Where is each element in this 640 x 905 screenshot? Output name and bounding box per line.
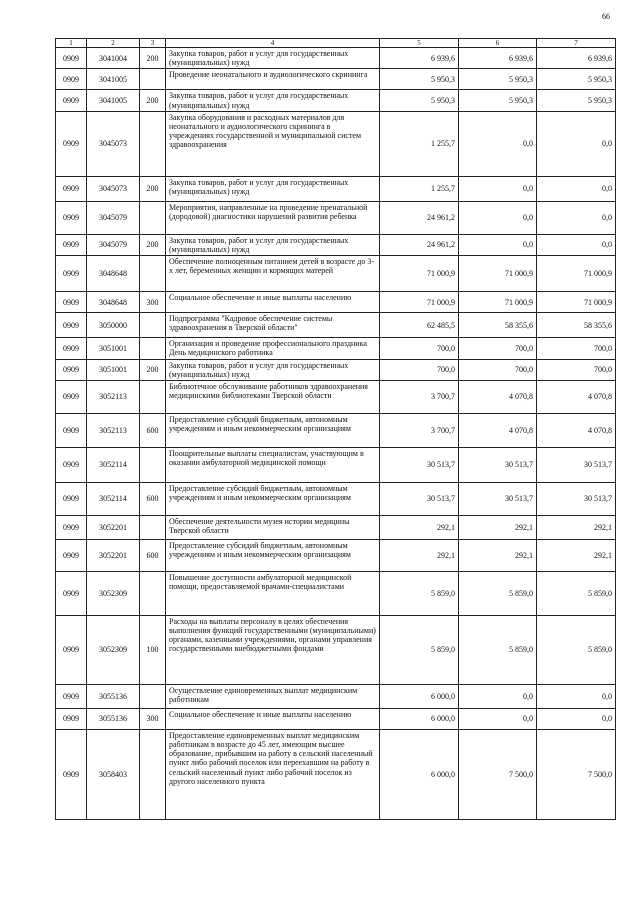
amount-col5-cell: 6 939,6 <box>380 48 459 69</box>
amount-col5-cell: 30 513,7 <box>380 447 459 482</box>
expense-type-cell <box>140 380 166 413</box>
table-row <box>56 176 616 201</box>
amount-col6-cell: 71 000,9 <box>459 292 537 313</box>
section-code-cell: 0909 <box>56 292 87 313</box>
table-header-row <box>56 39 616 48</box>
amount-col6-cell: 700,0 <box>459 338 537 359</box>
description-cell: Обеспечение деятельности музея истории медицины Тверской области <box>166 515 380 539</box>
description-cell: Организация и проведение профессионального праздника День медицинского работника <box>166 338 380 359</box>
amount-col5-cell: 30 513,7 <box>380 482 459 515</box>
amount-col6-cell: 30 513,7 <box>459 447 537 482</box>
amount-col5-cell: 5 859,0 <box>380 571 459 615</box>
expense-type-cell: 600 <box>140 482 166 515</box>
section-code-cell: 0909 <box>56 176 87 201</box>
expense-type-cell <box>140 256 166 292</box>
header-cell: 2 <box>87 39 140 48</box>
target-code-cell: 3051001 <box>87 338 140 359</box>
description-cell: Закупка товаров, работ и услуг для государственных (муниципальных) нужд <box>166 90 380 111</box>
amount-col6-cell: 7 500,0 <box>459 729 537 819</box>
expense-type-cell <box>140 447 166 482</box>
expense-type-cell: 200 <box>140 90 166 111</box>
expense-type-cell <box>140 69 166 90</box>
target-code-cell: 3041005 <box>87 90 140 111</box>
description-cell: Закупка товаров, работ и услуг для государственных (муниципальных) нужд <box>166 176 380 201</box>
section-code-cell: 0909 <box>56 234 87 255</box>
amount-col5-cell: 5 950,3 <box>380 69 459 90</box>
amount-col6-cell: 5 950,3 <box>459 90 537 111</box>
amount-col7-cell: 0,0 <box>537 684 616 708</box>
header-cell: 5 <box>380 39 459 48</box>
amount-col7-cell: 71 000,9 <box>537 292 616 313</box>
section-code-cell: 0909 <box>56 359 87 380</box>
description-cell: Закупка товаров, работ и услуг для государственных (муниципальных) нужд <box>166 359 380 380</box>
table-row <box>56 571 616 615</box>
section-code-cell: 0909 <box>56 447 87 482</box>
amount-col7-cell: 5 859,0 <box>537 615 616 684</box>
target-code-cell: 3051001 <box>87 359 140 380</box>
expense-type-cell <box>140 515 166 539</box>
description-cell: Библиотечное обслуживание работников здравоохранения медицинскими библиотеками Тверской области <box>166 380 380 413</box>
header-cell: 1 <box>56 39 87 48</box>
target-code-cell: 3055136 <box>87 684 140 708</box>
target-code-cell: 3048648 <box>87 292 140 313</box>
page-number: 66 <box>602 12 610 21</box>
table-row <box>56 292 616 313</box>
description-cell: Расходы на выплаты персоналу в целях обеспечения выполнения функций государственными (муниципальными) органами, казенными учреждениями, органами управления государственными внебюджетными фондами <box>166 615 380 684</box>
expense-type-cell <box>140 684 166 708</box>
table-row <box>56 539 616 571</box>
section-code-cell: 0909 <box>56 413 87 447</box>
target-code-cell: 3050000 <box>87 313 140 338</box>
table-row <box>56 256 616 292</box>
description-cell: Предоставление субсидий бюджетным, автономным учреждениям и иным некоммерческим организациям <box>166 482 380 515</box>
section-code-cell: 0909 <box>56 111 87 176</box>
expense-type-cell <box>140 201 166 234</box>
amount-col6-cell: 700,0 <box>459 359 537 380</box>
amount-col7-cell: 700,0 <box>537 338 616 359</box>
description-cell: Мероприятия, направленные на проведение пренатальной (дородовой) диагностики нарушений развития ребенка <box>166 201 380 234</box>
amount-col7-cell: 4 070,8 <box>537 380 616 413</box>
amount-col5-cell: 700,0 <box>380 338 459 359</box>
amount-col7-cell: 0,0 <box>537 176 616 201</box>
section-code-cell: 0909 <box>56 69 87 90</box>
target-code-cell: 3052201 <box>87 515 140 539</box>
amount-col6-cell: 292,1 <box>459 539 537 571</box>
amount-col6-cell: 58 355,6 <box>459 313 537 338</box>
amount-col5-cell: 5 950,3 <box>380 90 459 111</box>
amount-col7-cell: 7 500,0 <box>537 729 616 819</box>
table-row <box>56 48 616 69</box>
target-code-cell: 3045073 <box>87 176 140 201</box>
description-cell: Подпрограмма "Кадровое обеспечение системы здравоохранения в Тверской области" <box>166 313 380 338</box>
expense-type-cell: 200 <box>140 359 166 380</box>
description-cell: Социальное обеспечение и иные выплаты населению <box>166 708 380 729</box>
section-code-cell: 0909 <box>56 515 87 539</box>
table-row <box>56 359 616 380</box>
section-code-cell: 0909 <box>56 729 87 819</box>
amount-col7-cell: 6 939,6 <box>537 48 616 69</box>
expense-type-cell <box>140 313 166 338</box>
section-code-cell: 0909 <box>56 482 87 515</box>
amount-col6-cell: 5 859,0 <box>459 615 537 684</box>
target-code-cell: 3052309 <box>87 615 140 684</box>
amount-col7-cell: 700,0 <box>537 359 616 380</box>
amount-col6-cell: 6 939,6 <box>459 48 537 69</box>
target-code-cell: 3052114 <box>87 482 140 515</box>
description-cell: Осуществление единовременных выплат медицинским работникам <box>166 684 380 708</box>
amount-col6-cell: 0,0 <box>459 708 537 729</box>
section-code-cell: 0909 <box>56 684 87 708</box>
amount-col7-cell: 0,0 <box>537 201 616 234</box>
table-row <box>56 90 616 111</box>
amount-col6-cell: 0,0 <box>459 234 537 255</box>
target-code-cell: 3045079 <box>87 234 140 255</box>
description-cell: Закупка товаров, работ и услуг для государственных (муниципальных) нужд <box>166 234 380 255</box>
expense-type-cell: 300 <box>140 292 166 313</box>
amount-col6-cell: 0,0 <box>459 111 537 176</box>
section-code-cell: 0909 <box>56 338 87 359</box>
amount-col5-cell: 700,0 <box>380 359 459 380</box>
table-row <box>56 111 616 176</box>
header-cell: 3 <box>140 39 166 48</box>
amount-col7-cell: 5 950,3 <box>537 90 616 111</box>
target-code-cell: 3052113 <box>87 380 140 413</box>
expense-type-cell <box>140 571 166 615</box>
amount-col5-cell: 6 000,0 <box>380 708 459 729</box>
target-code-cell: 3045079 <box>87 201 140 234</box>
description-cell: Проведение неонатального и аудиологического скрининга <box>166 69 380 90</box>
target-code-cell: 3052309 <box>87 571 140 615</box>
description-cell: Предоставление единовременных выплат медицинским работникам в возрасте до 45 лет, имеющим высшее образование, прибывшим на работу в сельский населенный пункт либо рабочий поселок или переехавшим на работу в сельский населенный пункт либо рабочий поселок из другого населенного пункта <box>166 729 380 819</box>
amount-col7-cell: 292,1 <box>537 515 616 539</box>
section-code-cell: 0909 <box>56 571 87 615</box>
target-code-cell: 3058403 <box>87 729 140 819</box>
amount-col5-cell: 71 000,9 <box>380 256 459 292</box>
target-code-cell: 3052113 <box>87 413 140 447</box>
header-cell: 6 <box>459 39 537 48</box>
table-row <box>56 338 616 359</box>
table-row <box>56 447 616 482</box>
amount-col6-cell: 5 950,3 <box>459 69 537 90</box>
section-code-cell: 0909 <box>56 90 87 111</box>
header-cell: 4 <box>166 39 380 48</box>
expense-type-cell: 200 <box>140 234 166 255</box>
expense-type-cell: 200 <box>140 48 166 69</box>
section-code-cell: 0909 <box>56 256 87 292</box>
section-code-cell: 0909 <box>56 539 87 571</box>
target-code-cell: 3055136 <box>87 708 140 729</box>
table-row <box>56 482 616 515</box>
amount-col5-cell: 292,1 <box>380 539 459 571</box>
amount-col7-cell: 292,1 <box>537 539 616 571</box>
budget-table <box>55 38 616 820</box>
table-row <box>56 684 616 708</box>
amount-col5-cell: 3 700,7 <box>380 413 459 447</box>
table-row <box>56 729 616 819</box>
expense-type-cell <box>140 111 166 176</box>
table-row <box>56 515 616 539</box>
target-code-cell: 3052201 <box>87 539 140 571</box>
section-code-cell: 0909 <box>56 380 87 413</box>
table-row <box>56 615 616 684</box>
amount-col7-cell: 0,0 <box>537 708 616 729</box>
expense-type-cell <box>140 338 166 359</box>
table-row <box>56 201 616 234</box>
section-code-cell: 0909 <box>56 48 87 69</box>
target-code-cell: 3045073 <box>87 111 140 176</box>
description-cell: Обеспечение полноценным питанием детей в возрасте до 3-х лет, беременных женщин и кормящих матерей <box>166 256 380 292</box>
amount-col5-cell: 1 255,7 <box>380 176 459 201</box>
section-code-cell: 0909 <box>56 708 87 729</box>
target-code-cell: 3041004 <box>87 48 140 69</box>
amount-col6-cell: 0,0 <box>459 201 537 234</box>
target-code-cell: 3048648 <box>87 256 140 292</box>
description-cell: Закупка товаров, работ и услуг для государственных (муниципальных) нужд <box>166 48 380 69</box>
description-cell: Закупка оборудования и расходных материалов для неонатального и аудиологического скрининга в учреждениях государственной и муниципальной систем здравоохранения <box>166 111 380 176</box>
amount-col6-cell: 4 070,8 <box>459 413 537 447</box>
amount-col7-cell: 0,0 <box>537 234 616 255</box>
amount-col6-cell: 292,1 <box>459 515 537 539</box>
expense-type-cell: 600 <box>140 413 166 447</box>
table-row <box>56 234 616 255</box>
target-code-cell: 3041005 <box>87 69 140 90</box>
amount-col7-cell: 5 859,0 <box>537 571 616 615</box>
amount-col5-cell: 24 961,2 <box>380 201 459 234</box>
description-cell: Социальное обеспечение и иные выплаты населению <box>166 292 380 313</box>
description-cell: Поощрительные выплаты специалистам, участвующим в оказании амбулаторной медицинской помощи <box>166 447 380 482</box>
description-cell: Повышение доступности амбулаторной медицинской помощи, предоставляемой врачами-специалистами <box>166 571 380 615</box>
expense-type-cell: 200 <box>140 176 166 201</box>
table-row <box>56 413 616 447</box>
amount-col7-cell: 5 950,3 <box>537 69 616 90</box>
table-row <box>56 313 616 338</box>
header-cell: 7 <box>537 39 616 48</box>
amount-col6-cell: 4 070,8 <box>459 380 537 413</box>
amount-col5-cell: 24 961,2 <box>380 234 459 255</box>
expense-type-cell: 600 <box>140 539 166 571</box>
amount-col5-cell: 3 700,7 <box>380 380 459 413</box>
target-code-cell: 3052114 <box>87 447 140 482</box>
table-row <box>56 69 616 90</box>
amount-col7-cell: 58 355,6 <box>537 313 616 338</box>
expense-type-cell: 100 <box>140 615 166 684</box>
amount-col6-cell: 5 859,0 <box>459 571 537 615</box>
amount-col5-cell: 292,1 <box>380 515 459 539</box>
amount-col7-cell: 71 000,9 <box>537 256 616 292</box>
amount-col7-cell: 30 513,7 <box>537 482 616 515</box>
description-cell: Предоставление субсидий бюджетным, автономным учреждениям и иным некоммерческим организациям <box>166 539 380 571</box>
amount-col5-cell: 1 255,7 <box>380 111 459 176</box>
amount-col7-cell: 0,0 <box>537 111 616 176</box>
section-code-cell: 0909 <box>56 615 87 684</box>
table-row <box>56 380 616 413</box>
amount-col5-cell: 71 000,9 <box>380 292 459 313</box>
section-code-cell: 0909 <box>56 313 87 338</box>
amount-col7-cell: 30 513,7 <box>537 447 616 482</box>
amount-col5-cell: 6 000,0 <box>380 729 459 819</box>
expense-type-cell: 300 <box>140 708 166 729</box>
expense-type-cell <box>140 729 166 819</box>
amount-col7-cell: 4 070,8 <box>537 413 616 447</box>
amount-col6-cell: 71 000,9 <box>459 256 537 292</box>
section-code-cell: 0909 <box>56 201 87 234</box>
amount-col5-cell: 6 000,0 <box>380 684 459 708</box>
amount-col6-cell: 0,0 <box>459 684 537 708</box>
amount-col6-cell: 30 513,7 <box>459 482 537 515</box>
table-row <box>56 708 616 729</box>
description-cell: Предоставление субсидий бюджетным, автономным учреждениям и иным некоммерческим организациям <box>166 413 380 447</box>
amount-col5-cell: 5 859,0 <box>380 615 459 684</box>
amount-col6-cell: 0,0 <box>459 176 537 201</box>
amount-col5-cell: 62 485,5 <box>380 313 459 338</box>
